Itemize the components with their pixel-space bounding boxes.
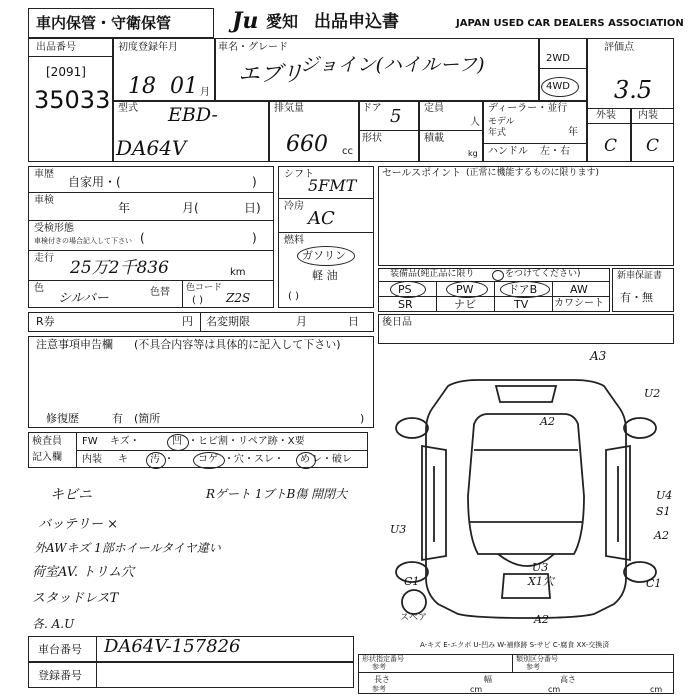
car-diagram [378,346,674,646]
registration-label: 登録番号 [38,669,82,682]
fuel-diesel: 軽 油 [312,269,338,282]
equip-ps: PS [398,283,412,296]
score-value: 3.5 [614,76,653,104]
dim-height: 高さ [560,675,576,684]
mileage-label: 走行 [34,253,54,264]
fuel-paren: ( ) [288,291,299,302]
inspection-month: 月( [182,201,199,215]
ac-label: 冷房 [284,201,304,212]
received-open: ( [140,231,145,245]
fuel-gasoline: ガソリン [302,249,346,262]
association-name: JAPAN USED CAR DEALERS ASSOCIATION [456,18,684,29]
received-note: 車検付きの場合記入して下さい [34,237,132,245]
inspector-me: め [300,454,310,465]
notice-note: (不具合内容等は具体的に記入して下さい) [134,338,341,351]
form-title: 出品申込書 [314,12,399,32]
color-code-paren: ( ) [192,295,203,306]
dmg-c1-left: C1 [404,575,420,588]
capacity-unit: 人 [470,117,480,128]
shift-value: 5FMT [308,176,357,195]
gasoline-circle [297,246,355,266]
inspector-sep: ・ [164,454,174,465]
r-ticket-label: R券 [36,315,55,328]
color-label: 色 [34,283,44,294]
note-5: 荷室AV. トリム穴 [32,565,135,580]
ju-logo: Ju [232,8,259,34]
inspector-label2: 記入欄 [32,452,62,463]
lot-number: 35033 [34,86,111,114]
dmg-a2-top: A2 [540,415,555,428]
dim-length: 長さ [374,675,390,684]
equip-doorb: ドアB [508,283,538,296]
rear-goods-block [378,314,674,344]
rear-goods-label: 後日品 [382,317,412,328]
first-reg-label: 初度登録年月 [118,42,178,53]
color-code: Z2S [226,291,251,305]
pw-circle [446,281,488,298]
name-change-month: 月 [296,315,307,328]
handle-options: 左・右 [540,146,570,157]
damage-legend: A-キズ E-エクボ U-凹み W-補修跡 S-サビ C-腐食 XX-交換済 [420,641,610,649]
received-label: 受検形態 [34,223,74,234]
lot-sub-number: [2091] [46,65,86,79]
sales-point-note: (正常に機能するものに限ります) [466,168,600,178]
mileage-unit: km [230,267,246,278]
history-close: ) [252,175,257,189]
inspector-kizu: キズ・ [110,436,140,447]
inspector-label1: 検査員 [32,436,62,447]
doors-label: ドア [362,103,382,114]
ext-value: C [604,136,618,156]
mileage-value: 25万2千836 [70,258,169,278]
note-6: スタッドレスT [32,591,119,606]
displacement-value: 660 [286,132,328,157]
load-label: 積載 [424,133,444,144]
form-ref-1: 形状指定番号 [362,655,404,663]
int-label: 内装 [638,110,658,121]
displacement-label: 排気量 [274,103,304,114]
equip-aw: AW [570,283,588,296]
dmg-a2-bottom: A2 [534,613,549,626]
equipment-label: 装備品(純正品に限り [390,269,475,279]
first-reg-year: 18 [128,74,156,99]
sales-point-label: セールスポイント [382,168,462,179]
warranty-label: 新車保証書 [617,271,663,281]
r-ticket-row [28,312,374,332]
color-code-label: 色コード [186,283,223,293]
inspector-koge: コゲ [198,454,218,465]
shift-label: シフト [284,169,314,180]
inspector-yogore: 汚 [150,454,160,465]
dim-ref: 参考 [372,685,386,693]
dmg-u2: U2 [644,387,661,400]
first-reg-month: 01 [170,74,198,99]
first-reg-month-unit: 月 [200,87,210,98]
score-label: 評価点 [604,42,634,53]
model-prefix: EBD- [168,104,218,126]
color-value: シルバー [58,291,109,306]
storage-title: 車内保管・守衛保管 [36,14,172,32]
dim-unit-2: cm [548,685,561,694]
note-4: 外AWキズ 1部ホイールタイヤ違い [34,541,221,555]
name-change-label: 名変期限 [206,315,250,328]
logo-text: 愛知 [266,12,299,31]
handle-label: ハンドル [488,146,528,157]
equip-leather: カワシート [554,298,604,309]
model-code: DA64V [116,136,187,160]
dmg-u4: U4 [656,489,673,502]
form-ref-2: 参考 [372,663,386,671]
car-grade: ジョイン(ハイルーフ) [300,54,485,76]
name-grade-label: 車名・グレード [218,42,288,53]
inspection-year: 年 [118,201,131,215]
dmg-u3-left: U3 [390,523,407,536]
r-ticket-unit: 円 [182,315,193,328]
form-ref-4: 参考 [526,663,540,671]
capacity-label: 定員 [424,103,444,114]
inspector-naisou: 内装 [82,454,102,465]
inspection-label: 車検 [34,195,54,206]
dmg-s1: S1 [656,505,671,518]
chassis-value: DA64V-157826 [104,636,241,657]
equip-sr: SR [398,298,413,311]
spare-label: スペア [400,613,428,623]
repair-label: 修復歴 [46,412,79,425]
yogore-circle [146,452,166,469]
inspection-day: 日) [244,201,261,215]
ac-value: AC [308,208,335,229]
inspector-rest2b: レ・破レ [312,454,352,465]
repair-value: 有 [112,412,123,425]
dealer-model: モデル [488,117,515,127]
repair-close: ) [360,412,365,425]
dealer-year: 年式 [488,128,507,138]
inspector-hekomi: 凹 [172,436,182,447]
hekomi-circle [167,434,189,451]
equipment-mark-circle [492,270,504,281]
dim-unit-3: cm [650,685,663,694]
dealer-line1: ディーラー・並行 [488,103,568,114]
koge-circle [193,452,225,469]
inspector-rest1: ・ヒビ割・リペア跡・X要 [188,436,305,447]
inspector-fw: FW [82,436,98,447]
note-2: Rゲート 1ブトB傷 開閉大 [206,487,348,501]
warranty-value: 有・無 [620,291,653,304]
ext-label: 外装 [596,110,616,121]
equip-navi: ナビ [454,298,476,311]
received-close: ) [252,231,257,245]
model-label: 型式 [118,103,138,114]
dim-unit-1: cm [470,685,483,694]
repair-paren: (箇所 [134,412,161,425]
load-unit: kg [468,149,478,158]
note-1: キビニ [50,487,92,503]
equipment-label-tail: をつけてください) [505,269,581,279]
color-change-label: 色替 [150,287,170,298]
note-7: 各. A.U [32,617,75,631]
note-3: バッテリー × [38,517,119,532]
dmg-a3: A3 [590,349,607,363]
history-label: 車歴 [34,169,54,180]
history-value: 自家用・( [68,175,121,189]
inspector-rest2a: ・穴・スレ・ [224,454,284,465]
car-name: エブリ [238,62,304,87]
dmg-u3-rear: U3 [532,561,549,574]
drive-4wd-circle [541,77,579,97]
displacement-unit: cc [342,146,353,157]
lot-label: 出品番号 [36,42,76,53]
shape-label: 形状 [362,133,382,144]
int-value: C [646,136,660,156]
drive-2wd: 2WD [546,53,570,64]
dealer-year-unit: 年 [568,127,578,138]
dim-width: 幅 [484,675,492,684]
chassis-label: 車台番号 [38,643,82,656]
doors-value: 5 [390,106,402,127]
doorb-circle [500,281,550,298]
fuel-label: 燃料 [284,235,304,246]
inspector-ki: キ [118,454,128,465]
dmg-x1: X1穴 [528,575,554,588]
name-change-day: 日 [348,315,359,328]
ps-circle [390,281,426,298]
equip-pw: PW [456,283,474,296]
drive-4wd: 4WD [546,81,570,92]
form-ref-3: 類別区分番号 [516,655,558,663]
equip-tv: TV [514,298,529,311]
dmg-c1-right: C1 [646,577,662,590]
dmg-a2-right: A2 [654,529,669,542]
notice-label: 注意事項申告欄 [36,338,113,351]
sales-point-block [378,166,674,266]
